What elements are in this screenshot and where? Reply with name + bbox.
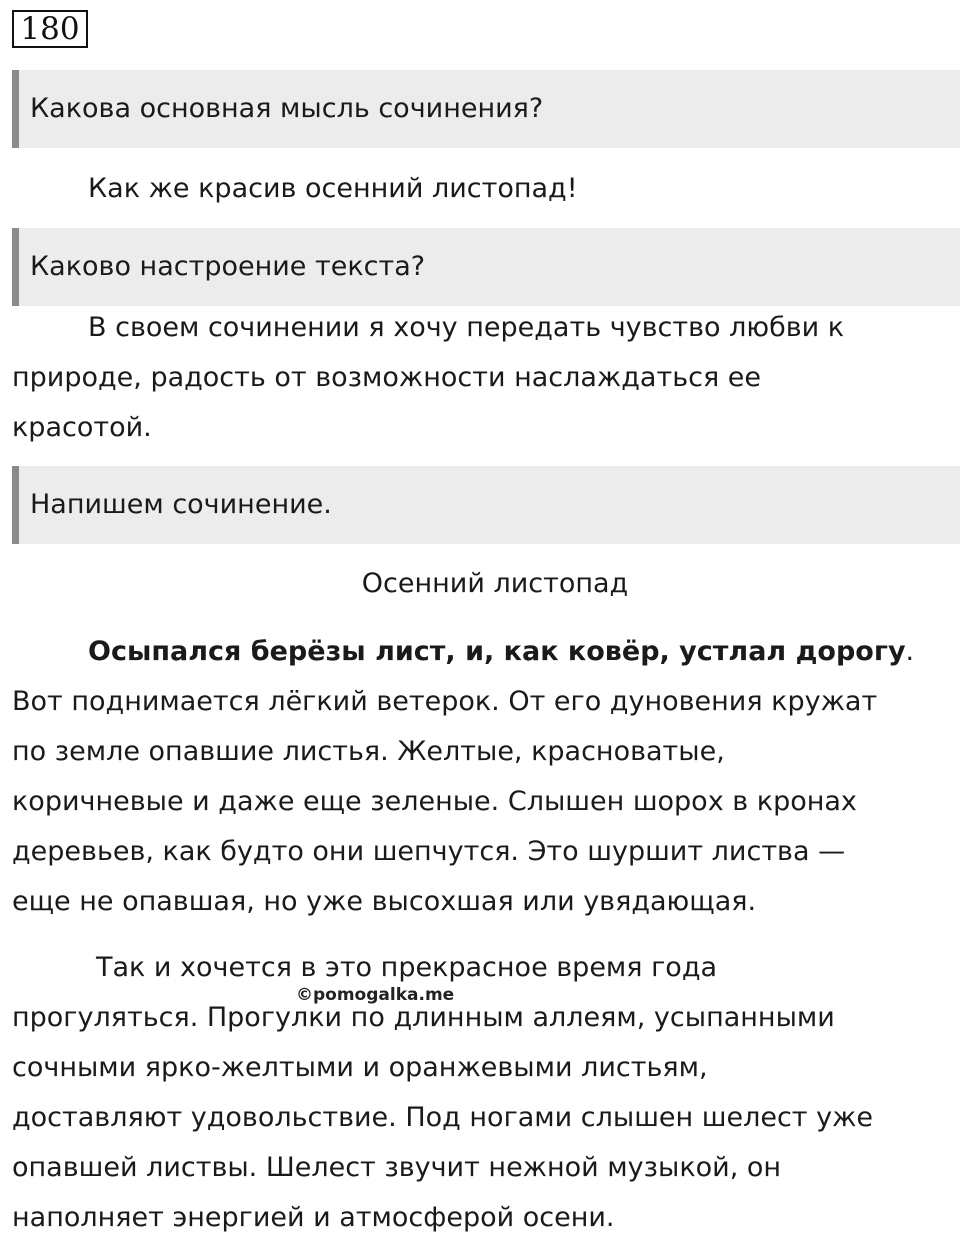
- essay-p1-line: коричневые и даже еще зеленые. Слышен шорох в кронах: [12, 786, 857, 817]
- answer-main-idea-text: Как же красив осенний листопад!: [88, 173, 578, 204]
- essay-paragraph-1: [12, 627, 952, 927]
- essay-p1-bold-sentence: Осыпался берёзы лист, и, как ковёр, устлал дорогу: [88, 636, 906, 667]
- essay-p2-line: опавшей листвы. Шелест звучит нежной музыкой, он: [12, 1152, 782, 1183]
- essay-p1-line: Вот поднимается лёгкий ветерок. От его дуновения кружат: [12, 686, 878, 717]
- essay-title: Осенний листопад: [361, 568, 629, 599]
- question-mood: Каково настроение текста?: [12, 228, 960, 306]
- essay-p2-first-line: Так и хочется в это прекрасное время года: [96, 952, 718, 983]
- essay-p1-line: по земле опавшие листья. Желтые, красноватые,: [12, 736, 725, 767]
- essay-p2-line: наполняет энергией и атмосферой осени.: [12, 1202, 615, 1233]
- essay-p1-first-line: [12, 627, 952, 677]
- question-write-essay: Напишем сочинение.: [12, 466, 960, 544]
- exercise-number: 180: [12, 10, 88, 48]
- answer-mood: [12, 303, 952, 453]
- answer-main-idea: [12, 164, 952, 214]
- essay-p2-line: сочными ярко-желтыми и оранжевыми листьям,: [12, 1052, 708, 1083]
- watermark: ©pomogalka.me: [296, 985, 455, 1005]
- essay-p1-line: еще не опавшая, но уже высохшая или увядающая.: [12, 886, 757, 917]
- essay-paragraph-2: [12, 943, 952, 1243]
- essay-p2-line: доставляют удовольствие. Под ногами слышен шелест уже: [12, 1102, 874, 1133]
- question-main-idea: Какова основная мысль сочинения?: [12, 70, 960, 148]
- answer-mood-line: В своем сочинении я хочу передать чувство любви к: [88, 312, 845, 343]
- answer-mood-line: природе, радость от возможности наслаждаться ее: [12, 362, 761, 393]
- essay-p1-bold-end: .: [905, 636, 915, 667]
- answer-mood-line: красотой.: [12, 412, 152, 443]
- essay-p2-line: прогуляться. Прогулки по длинным аллеям, усыпанными: [12, 1002, 835, 1033]
- essay-p1-line: деревьев, как будто они шепчутся. Это шуршит листва —: [12, 836, 846, 867]
